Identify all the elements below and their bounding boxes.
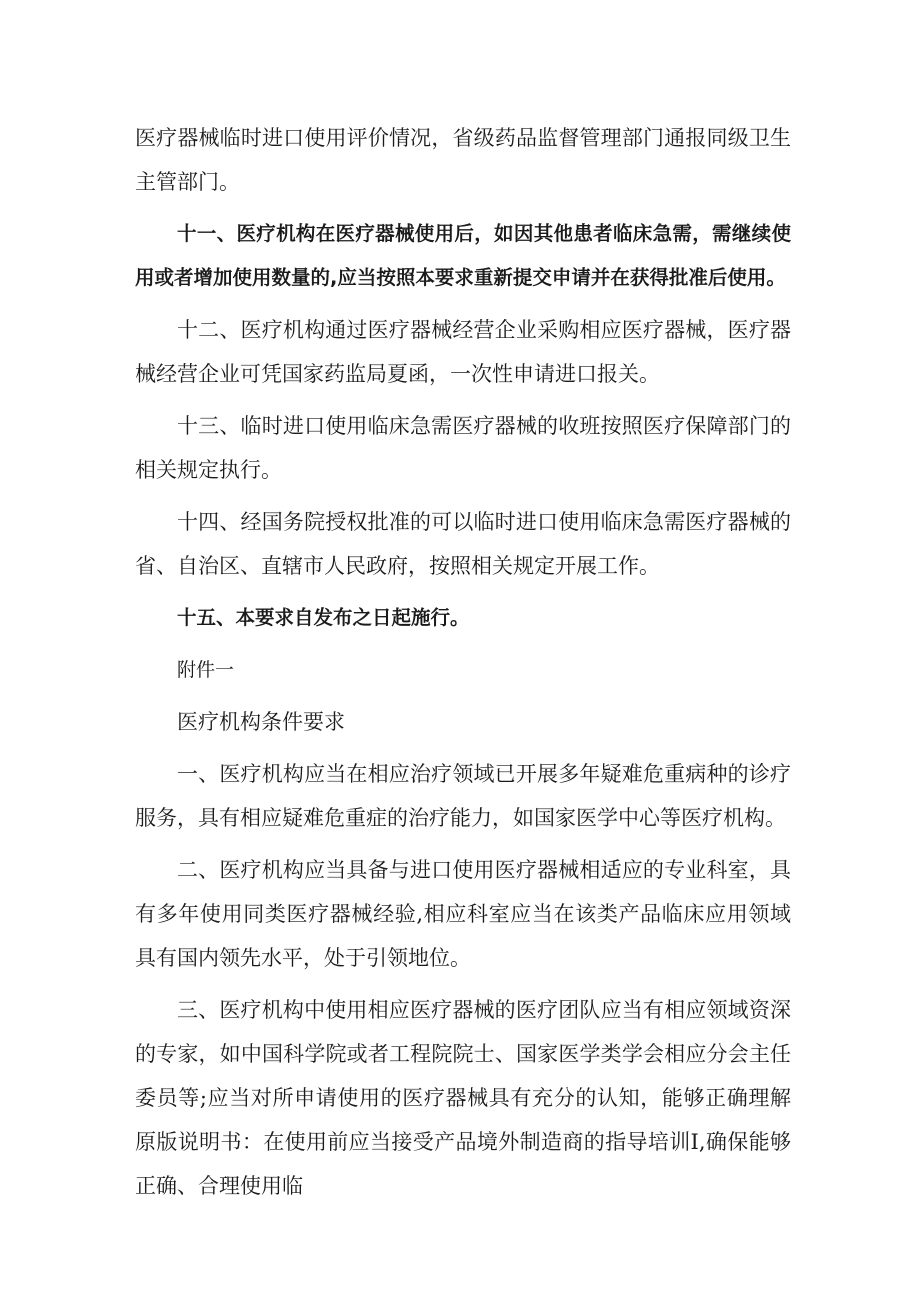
paragraph-requirement-2: 二、医疗机构应当具备与进口使用医疗器械相适应的专业科室，具有多年使用同类医疗器械经验,相应科室应当在该类产品临床应用领域具有国内领先水平，处于引领地位。 [135,858,791,970]
annex-title: 医疗机构条件要求 [177,710,345,734]
document-body [135,116,791,1216]
paragraph-item-15: 十五、本要求自发布之日起施行。 [177,606,470,629]
paragraph-item-13: 十三、临时进口使用临床急需医疗器械的收班按照医疗保障部门的相关规定执行。 [135,414,791,482]
paragraph-item-12: 十二、医疗机构通过医疗器械经营企业采购相应医疗器械，医疗器械经营企业可凭国家药监局夏函，一次性申请进口报关。 [135,318,791,386]
paragraph-item-11: 十一、医疗机构在医疗器械使用后，如因其他患者临床急需，需继续使用或者增加使用数量的,应当按照本要求重新提交申请并在获得批准后使用。 [135,222,791,289]
paragraph-item-14: 十四、经国务院授权批准的可以临时进口使用临床急需医疗器械的省、自治区、直辖市人民政府，按照相关规定开展工作。 [135,510,791,578]
paragraph-requirement-1: 一、医疗机构应当在相应治疗领域已开展多年疑难危重病种的诊疗服务，具有相应疑难危重症的治疗能力，如国家医学中心等医疗机构。 [135,762,791,830]
paragraph-continued: 医疗器械临时进口使用评价情况，省级药品监督管理部门通报同级卫生主管部门。 [135,126,791,194]
annex-label: 附件一 [177,659,235,681]
paragraph-requirement-3: 三、医疗机构中使用相应医疗器械的医疗团队应当有相应领域资深的专家，如中国科学院或者工程院院士、国家医学类学会相应分会主任委员等;应当对所申请使用的医疗器械具有充分的认知，能够正确理解原版说明书：在使用前应当接受产品境外制造商的指导培训I,确保能够正确、合理使用临 [135,998,791,1198]
